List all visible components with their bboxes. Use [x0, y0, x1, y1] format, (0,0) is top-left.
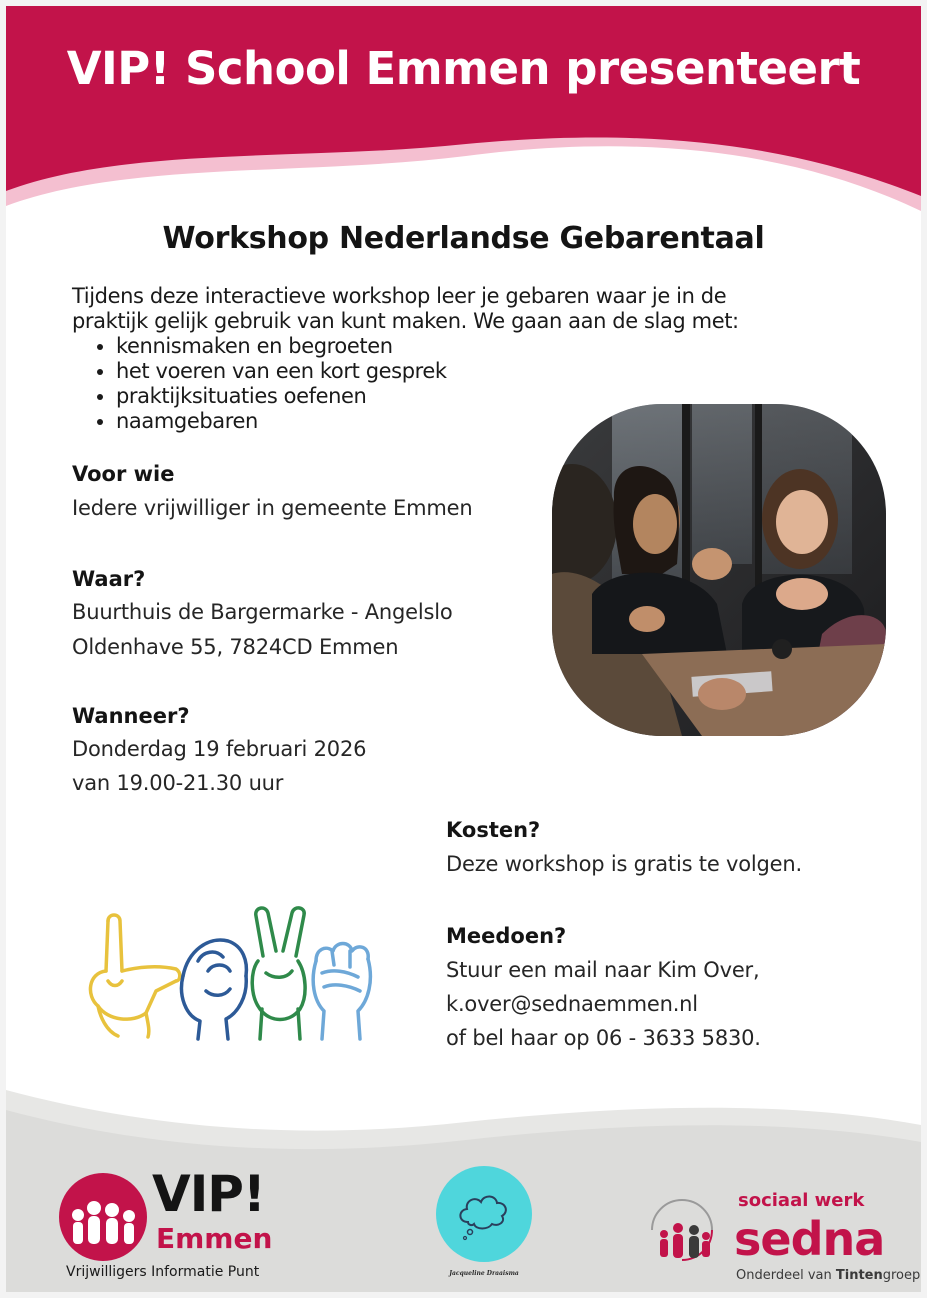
wanneer-time: van 19.00-21.30 uur	[72, 771, 284, 795]
intro-line: praktijk gelijk gebruik van kunt maken. We gaan aan de slag met:	[72, 309, 739, 333]
vip-logo-city: Emmen	[156, 1222, 273, 1255]
topic-item: • praktijksituaties oefenen	[116, 384, 832, 409]
wanneer-date: Donderdag 19 februari 2026	[72, 737, 367, 761]
sedna-people-icon	[642, 1190, 722, 1270]
header-title: VIP! School Emmen presenteert	[66, 42, 861, 95]
sign-language-hands-icon	[78, 901, 378, 1041]
poster	[6, 6, 921, 1292]
waar-address-line: Buurthuis de Bargermarke - Angelslo	[72, 600, 453, 624]
center-logo-caption: Jacqueline Draaisma	[449, 1270, 519, 1277]
vip-logo-title: VIP!	[152, 1165, 265, 1223]
topic-item: • kennismaken en begroeten	[116, 334, 832, 359]
topic-item: • naamgebaren	[116, 409, 832, 434]
contact-email[interactable]: k.over@sednaemmen.nl	[446, 992, 698, 1016]
sedna-logo-top: sociaal werk	[738, 1190, 865, 1211]
header-banner	[6, 6, 921, 236]
topic-item: • het voeren van een kort gesprek	[116, 359, 832, 384]
people-photo	[552, 404, 886, 736]
voor-wie-heading: Voor wie	[72, 462, 175, 486]
sedna-sub-brand: Tinten	[835, 1268, 883, 1283]
sedna-sub-suffix: groep	[882, 1268, 921, 1283]
footer	[6, 1070, 921, 1292]
meedoen-heading: Meedoen?	[446, 924, 567, 948]
wanneer-heading: Wanneer?	[72, 704, 190, 728]
meedoen-text: Stuur een mail naar Kim Over,	[446, 958, 760, 982]
contact-phone: of bel haar op 06 - 3633 5830.	[446, 1026, 761, 1050]
intro-line: Tijdens deze interactieve workshop leer je gebaren waar je in de	[72, 284, 727, 308]
kosten-heading: Kosten?	[446, 818, 541, 842]
vip-logo-subtitle: Vrijwilligers Informatie Punt	[66, 1264, 260, 1280]
cloud-icon	[434, 1164, 534, 1264]
sedna-logo-subline	[736, 1268, 920, 1283]
sedna-sub-prefix: Onderdeel van	[736, 1268, 836, 1283]
waar-heading: Waar?	[72, 567, 146, 591]
waar-address-line: Oldenhave 55, 7824CD Emmen	[72, 635, 399, 659]
kosten-text: Deze workshop is gratis te volgen.	[446, 852, 802, 876]
workshop-title: Workshop Nederlandse Gebarentaal	[162, 221, 765, 256]
vip-people-icon	[56, 1170, 151, 1265]
voor-wie-text: Iedere vrijwilliger in gemeente Emmen	[72, 496, 473, 520]
sedna-logo-name: sedna	[734, 1212, 885, 1266]
header-wave-shape	[6, 6, 921, 236]
